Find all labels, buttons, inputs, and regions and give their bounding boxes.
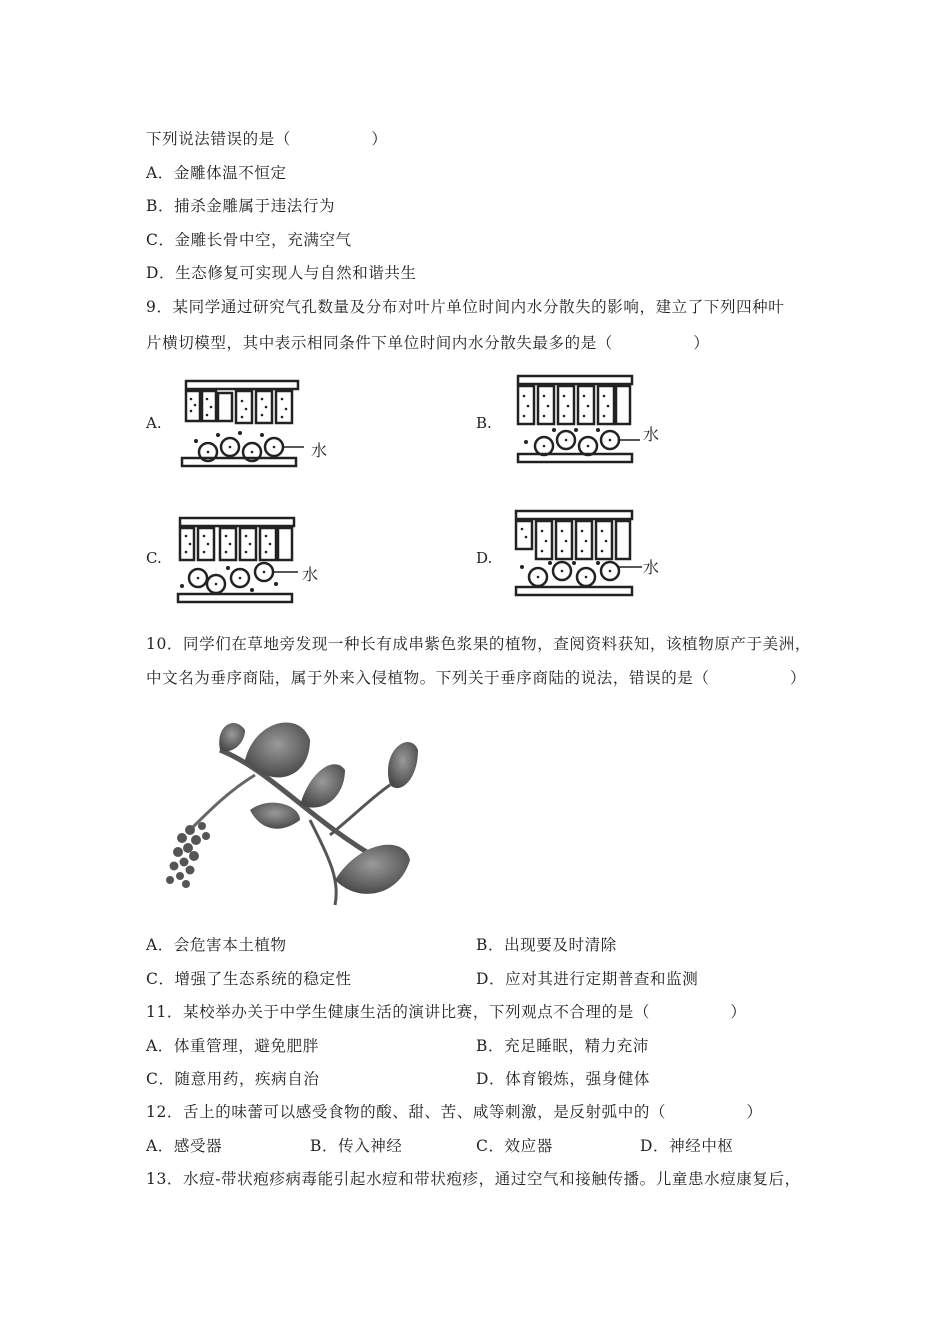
q9-figure-d-water-label: 水 (643, 558, 660, 577)
q12-option-b: B．传入神经 (310, 1137, 403, 1155)
pokeweed-plant-image (160, 710, 420, 910)
q9-figure-b-label: B. (476, 414, 492, 432)
q8-option-d: D．生态修复可实现人与自然和谐共生 (146, 264, 417, 282)
q9-figure-d-label: D. (476, 549, 493, 567)
q12-option-d: D．神经中枢 (640, 1137, 734, 1155)
q12-stem: 12．舌上的味蕾可以感受食物的酸、甜、苦、咸等刺激，是反射弧中的（ ） (146, 1103, 763, 1121)
q11-stem: 11．某校举办关于中学生健康生活的演讲比赛，下列观点不合理的是（ ） (146, 1003, 747, 1021)
q13-stem: 13．水痘-带状疱疹病毒能引起水痘和带状疱疹，通过空气和接触传播。儿童患水痘康复后， (146, 1170, 801, 1188)
q12-option-c: C．效应器 (476, 1137, 553, 1155)
q10-stem-line2: 中文名为垂序商陆，属于外来入侵植物。下列关于垂序商陆的说法，错误的是（ ） (146, 669, 807, 687)
q11-option-a: A．体重管理，避免肥胖 (146, 1037, 319, 1055)
q10-option-d: D．应对其进行定期普查和监测 (476, 970, 699, 988)
q10-option-a: A．会危害本土植物 (146, 936, 287, 954)
q11-option-b: B．充足睡眠，精力充沛 (476, 1037, 649, 1055)
q8-option-b: B．捕杀金雕属于违法行为 (146, 197, 336, 215)
q10-option-c: C．增强了生态系统的稳定性 (146, 970, 352, 988)
q9-figure-c-label: C. (146, 549, 162, 567)
q8-option-a: A．金雕体温不恒定 (146, 164, 287, 182)
q11-option-d: D．体育锻炼，强身健体 (476, 1070, 651, 1088)
q11-option-c: C．随意用药，疾病自治 (146, 1070, 320, 1088)
q8-option-c: C．金雕长骨中空，充满空气 (146, 231, 352, 249)
q9-figure-c-water-label: 水 (302, 565, 319, 584)
q10-stem-line1: 10．同学们在草地旁发现一种长有成串紫色浆果的植物，查阅资料获知，该植物原产于美洲， (146, 635, 811, 653)
q9-stem-line1: 9．某同学通过研究气孔数量及分布对叶片单位时间内水分散失的影响，建立了下列四种叶 (146, 298, 785, 316)
q9-figure-a-label: A. (146, 414, 162, 432)
q12-option-a: A．感受器 (146, 1137, 223, 1155)
q8-stem: 下列说法错误的是（ ） (146, 130, 388, 148)
q9-figure-b-water-label: 水 (643, 425, 660, 444)
q9-figure-a-water-label: 水 (311, 441, 328, 460)
q9-stem-line2: 片横切模型，其中表示相同条件下单位时间内水分散失最多的是（ ） (146, 334, 710, 352)
q9-leaf-model-b (510, 370, 670, 470)
q10-option-b: B．出现要及时清除 (476, 936, 617, 954)
